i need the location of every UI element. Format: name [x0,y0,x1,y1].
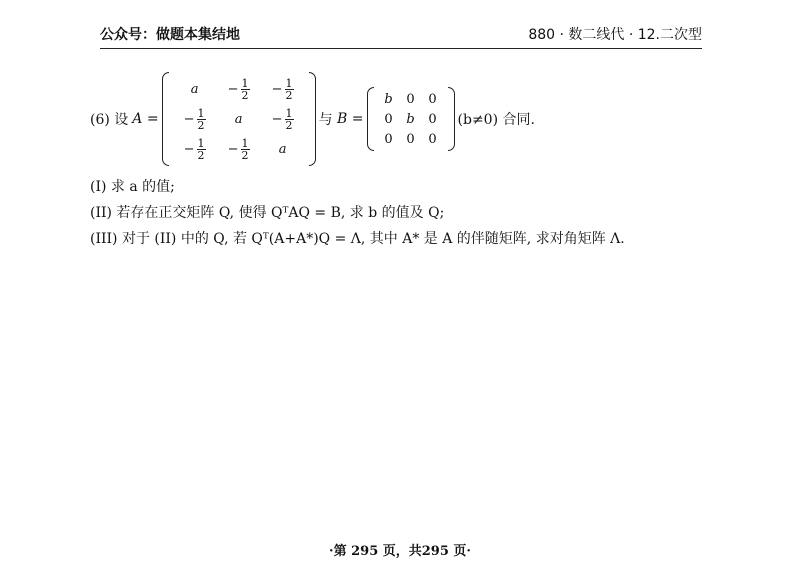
symbol-B: B [337,111,348,127]
matrix-b-entry-1-1: b [384,91,393,107]
matrix-b-entry-2-3: 0 [428,111,437,127]
sub-question-2: (II) 若存在正交矩阵 Q, 使得 QᵀAQ = B, 求 b 的值及 Q; [90,205,445,221]
matrix-a-entry-3-2: − $\frac{1}{2}$ [227,136,249,162]
matrix-a-entry-3-1: − $\frac{1}{2}$ [183,136,205,162]
matrix-a-entry-1-3: − $\frac{1}{2}$ [271,76,293,102]
matrix-a-entry-1-1: a [190,81,199,97]
condition: (b≠0) 合同. [457,112,535,128]
problem-statement: (6) 设 A = a − $\frac{1}{2}$ − $\frac{1}{2}$ − $\frac{1}{2}$ a − $\frac{1}{2}$ − $\frac{1}{2}$ − $\frac{1}{2}$ a 与 B = b 0 0 0 b 0 0 0 0 (b≠0) 合同. [90,74,730,164]
sub-question-3: (III) 对于 (II) 中的 Q, 若 Qᵀ(A+A*)Q = Λ, 其中 A* 是 A 的伴随矩阵, 求对角矩阵 Λ. [90,231,625,247]
matrix-a-entry-1-2: − $\frac{1}{2}$ [227,76,249,102]
matrix-b-entry-3-2: 0 [406,131,415,147]
matrix-b-entry-3-3: 0 [428,131,437,147]
matrix-b-entry-2-1: 0 [384,111,393,127]
symbol-A: A [132,111,143,127]
header-source: 公众号：做题本集结地 [100,27,240,43]
sub-question-1: (I) 求 a 的值; [90,179,175,195]
matrix-b-entry-1-3: 0 [428,91,437,107]
page-header [100,20,702,49]
page-footer: ·第 295 页，共295 页· [329,544,471,559]
matrix-b-entry-2-2: b [406,111,415,127]
header-chapter: 880 · 数二线代 · 12.二次型 [528,27,702,43]
matrix-b-entry-1-2: 0 [406,91,415,107]
text-yu: 与 [318,112,333,128]
matrix-a [162,72,316,166]
matrix-b-entry-3-1: 0 [384,131,393,147]
matrix-b [367,87,455,151]
problem-6 [90,74,730,252]
problem-label: (6) 设 [90,112,129,128]
matrix-a-entry-2-1: − $\frac{1}{2}$ [183,106,205,132]
matrix-a-entry-2-3: − $\frac{1}{2}$ [271,106,293,132]
matrix-a-entry-3-3: a [278,141,287,157]
matrix-a-entry-2-2: a [234,111,243,127]
